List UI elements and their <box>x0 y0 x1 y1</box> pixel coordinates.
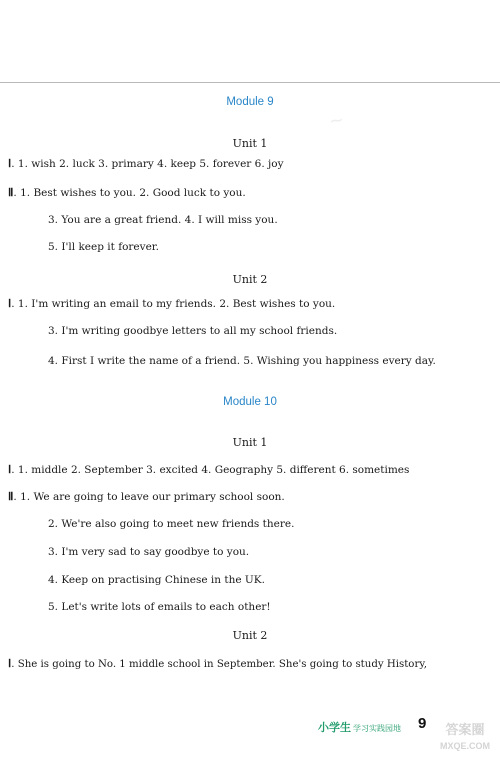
answer-line <box>8 157 284 170</box>
watermark-logo <box>432 722 498 756</box>
answer-line <box>48 241 159 253</box>
answer-line <box>48 355 436 367</box>
answer-text: 3. You are a great friend. 4. I will miss you. <box>48 214 278 226</box>
watermark-line-1: 答案圈 <box>445 722 485 737</box>
answer-text: 3. I'm writing goodbye letters to all my school friends. <box>48 325 338 337</box>
answer-line <box>48 214 278 226</box>
faint-background-mark: ~ <box>327 106 346 135</box>
module-10-unit-2-title: Unit 2 <box>232 629 268 642</box>
footer-brand <box>318 719 401 735</box>
answer-text: 3. I'm very sad to say goodbye to you. <box>48 546 250 558</box>
section-marker: Ⅰ <box>8 464 12 476</box>
answer-text: . She is going to No. 1 middle school in September. She's going to study History, <box>11 659 427 670</box>
answer-line <box>8 657 427 670</box>
section-marker: Ⅰ <box>8 658 12 670</box>
module-9-unit-2-title: Unit 2 <box>232 273 268 286</box>
answer-text: . 1. middle 2. September 3. excited 4. Geography 5. different 6. sometimes <box>11 464 410 476</box>
answer-text: . 1. wish 2. luck 3. primary 4. keep 5. forever 6. joy <box>11 158 284 170</box>
section-marker: Ⅱ <box>8 491 14 503</box>
answer-line <box>8 297 335 310</box>
section-marker: Ⅰ <box>8 298 12 310</box>
answer-line <box>8 186 246 199</box>
answer-line <box>8 490 285 503</box>
answer-text: 4. First I write the name of a friend. 5. Wishing you happiness every day. <box>48 355 436 367</box>
brand-subtitle: 学习实践园地 <box>353 724 401 733</box>
answer-line <box>8 463 409 476</box>
answer-text: . 1. We are going to leave our primary school soon. <box>13 491 285 503</box>
answer-text: 4. Keep on practising Chinese in the UK. <box>48 574 265 586</box>
answer-line <box>48 546 249 558</box>
answer-text: 5. Let's write lots of emails to each other! <box>48 601 271 613</box>
answer-text: 5. I'll keep it forever. <box>48 241 159 253</box>
section-marker: Ⅱ <box>8 187 14 199</box>
section-marker: Ⅰ <box>8 158 12 170</box>
answer-text: 2. We're also going to meet new friends there. <box>48 518 295 530</box>
answer-line <box>48 574 265 586</box>
answer-line <box>48 601 271 613</box>
module-10-unit-1-title: Unit 1 <box>232 436 268 449</box>
module-9-unit-1-title: Unit 1 <box>232 137 268 150</box>
module-9-title: Module 9 <box>226 96 274 108</box>
answer-text: . 1. I'm writing an email to my friends. 2. Best wishes to you. <box>11 298 336 310</box>
answer-line <box>48 518 294 530</box>
answer-text: . 1. Best wishes to you. 2. Good luck to you. <box>13 187 246 199</box>
top-rule <box>0 82 500 83</box>
watermark-line-2: MXQE.COM <box>439 741 490 751</box>
module-10-title: Module 10 <box>223 396 277 408</box>
brand-name: 小学生 <box>318 722 351 734</box>
page-number: 9 <box>418 715 427 732</box>
answer-line <box>48 325 337 337</box>
